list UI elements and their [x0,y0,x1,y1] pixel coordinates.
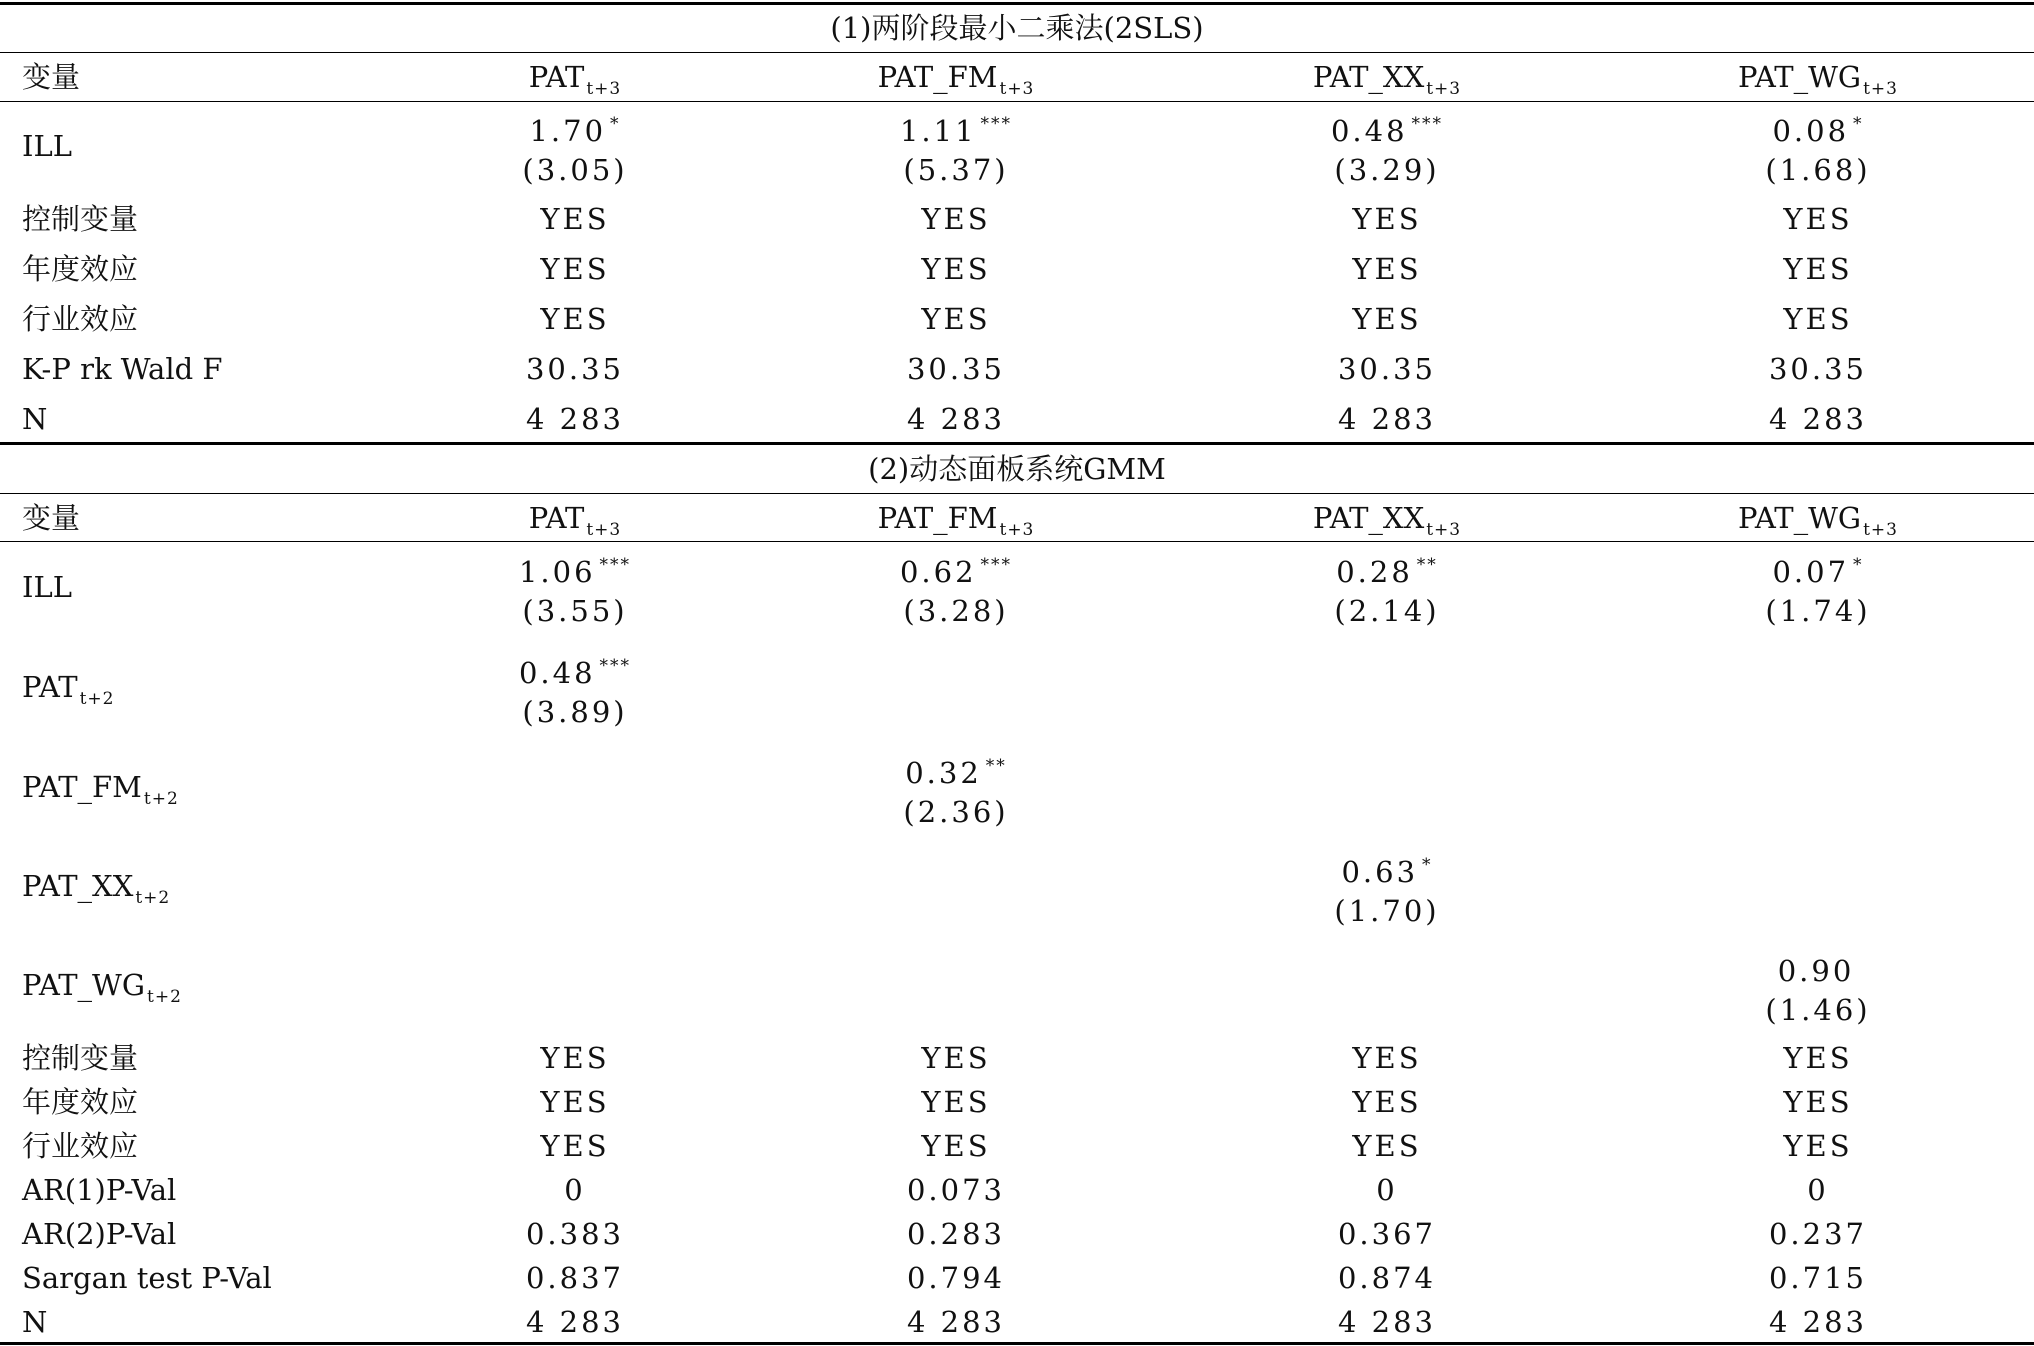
cell-value: YES [540,1085,610,1119]
header-var-label: 变量 [22,60,81,94]
row-label: 年度效应 [22,1085,139,1119]
cell-value: 4 283 [906,1305,1006,1339]
table-row [0,299,2034,339]
cell-value: 0.837 [525,1261,625,1295]
row-label: 年度效应 [22,252,139,286]
cell-value: 30.35 [525,352,625,386]
table-row [0,1214,2034,1254]
ill-label: ILL [22,129,72,163]
cell-value: YES [921,1129,991,1163]
panel2-title-rule [0,493,2034,494]
lag-row-pat [0,646,2034,734]
header-col-pat: PAT $_{t+3}$ [528,501,622,540]
cell-value: 0.237 [1768,1217,1868,1251]
table-row [0,1170,2034,1210]
table-row [0,199,2034,239]
cell-value: YES [921,202,991,236]
cell-value: YES [1783,1129,1853,1163]
row-label: AR(1)P-Val [22,1173,177,1207]
cell-value: YES [540,252,610,286]
panel2-header-row [0,495,2034,541]
tstat-cell: (1.68) [1765,153,1871,187]
table-row [0,1302,2034,1342]
panel1-title: (1)两阶段最小二乘法(2SLS) [830,11,1204,45]
tstat-cell: (2.14) [1334,594,1440,628]
tstat-cell: (1.74) [1765,594,1871,628]
row-label: N [22,1305,48,1339]
header-col-pat-wg: PAT_WG $_{t+3}$ [1738,60,1898,99]
tstat-cell: (3.89) [522,695,628,729]
ill-label: ILL [22,570,72,604]
row-label: AR(2)P-Val [22,1217,177,1251]
tstat-cell: (3.28) [903,594,1009,628]
panel2-header-rule [0,541,2034,542]
row-label: Sargan test P-Val [22,1261,272,1295]
coef-cell: 0.62 *** [899,555,1013,589]
tstat-cell: (1.46) [1765,993,1871,1027]
header-col-pat-xx: PAT_XX $_{t+3}$ [1312,60,1462,99]
cell-value: 4 283 [1337,1305,1437,1339]
cell-value: YES [1352,252,1422,286]
panel2-title: (2)动态面板系统GMM [868,452,1166,486]
coef-cell: 0.07 * [1772,555,1864,589]
cell-value: YES [540,302,610,336]
panel1-header-row [0,54,2034,100]
row-label: 行业效应 [22,1129,139,1163]
cell-value: 0 [564,1173,586,1207]
cell-value: YES [540,1041,610,1075]
cell-value: YES [1783,252,1853,286]
cell-value: YES [1352,1041,1422,1075]
tstat-cell: (3.55) [522,594,628,628]
cell-value: YES [1352,1129,1422,1163]
cell-value: 30.35 [1337,352,1437,386]
cell-value: 0.283 [906,1217,1006,1251]
header-col-pat-fm: PAT_FM $_{t+3}$ [877,501,1035,540]
coef-cell: 0.08 * [1772,114,1864,148]
tstat-cell: (3.29) [1334,153,1440,187]
table-row [0,1038,2034,1078]
coef-cell: 0.63 * [1341,855,1433,889]
table-row [0,1126,2034,1166]
lag-row-pat-fm [0,746,2034,834]
table-row [0,249,2034,289]
cell-value: YES [921,302,991,336]
cell-value: YES [1783,1041,1853,1075]
header-col-pat: PAT $_{t+3}$ [528,60,622,99]
cell-value: YES [1783,1085,1853,1119]
cell-value: YES [1783,302,1853,336]
table-row [0,349,2034,389]
cell-value: 0.367 [1337,1217,1437,1251]
cell-value: 30.35 [906,352,1006,386]
coef-cell: 0.48 *** [518,656,632,690]
coef-cell: 1.06 *** [518,555,632,589]
header-col-pat-wg: PAT_WG $_{t+3}$ [1738,501,1898,540]
cell-value: 4 283 [525,402,625,436]
coef-cell: 0.28 ** [1336,555,1438,589]
coef-cell: 0.90 [1777,954,1855,988]
cell-value: YES [921,1041,991,1075]
cell-value: YES [1352,1085,1422,1119]
row-label: K-P rk Wald F [22,352,223,386]
cell-value: 30.35 [1768,352,1868,386]
row-label: PAT_WG $_{t+2}$ [22,968,182,1007]
row-label: PAT_FM $_{t+2}$ [22,770,179,809]
bottom-rule [0,1342,2034,1345]
row-label: N [22,402,48,436]
row-label: 控制变量 [22,202,139,236]
panel1-ill-row [0,104,2034,192]
row-label: PAT $_{t+2}$ [22,670,115,709]
cell-value: 4 283 [525,1305,625,1339]
cell-value: 0 [1376,1173,1398,1207]
panel1-title-rule [0,52,2034,53]
cell-value: 0.794 [906,1261,1006,1295]
tstat-cell: (3.05) [522,153,628,187]
cell-value: 0.715 [1768,1261,1868,1295]
tstat-cell: (5.37) [903,153,1009,187]
table-row [0,1258,2034,1298]
cell-value: YES [921,252,991,286]
cell-value: YES [1352,202,1422,236]
coef-cell: 1.11 *** [899,114,1013,148]
table-row [0,1082,2034,1122]
cell-value: 4 283 [1337,402,1437,436]
header-col-pat-xx: PAT_XX $_{t+3}$ [1312,501,1462,540]
coef-cell: 0.32 ** [905,756,1007,790]
lag-row-pat-wg [0,944,2034,1032]
tstat-cell: (2.36) [903,795,1009,829]
panel2-ill-row [0,545,2034,633]
header-col-pat-fm: PAT_FM $_{t+3}$ [877,60,1035,99]
coef-cell: 1.70 * [529,114,621,148]
table-row [0,399,2034,439]
row-label: PAT_XX $_{t+2}$ [22,869,171,908]
cell-value: 0.874 [1337,1261,1437,1295]
row-label: 控制变量 [22,1041,139,1075]
cell-value: YES [921,1085,991,1119]
lag-row-pat-xx [0,845,2034,933]
row-label: 行业效应 [22,302,139,336]
cell-value: 4 283 [1768,1305,1868,1339]
header-var-label: 变量 [22,501,81,535]
panel1-header-rule [0,101,2034,102]
cell-value: YES [1783,202,1853,236]
cell-value: 0 [1807,1173,1829,1207]
cell-value: 4 283 [1768,402,1868,436]
cell-value: 4 283 [906,402,1006,436]
tstat-cell: (1.70) [1334,894,1440,928]
cell-value: YES [540,202,610,236]
cell-value: YES [540,1129,610,1163]
cell-value: YES [1352,302,1422,336]
cell-value: 0.073 [906,1173,1006,1207]
coef-cell: 0.48 *** [1330,114,1444,148]
cell-value: 0.383 [525,1217,625,1251]
